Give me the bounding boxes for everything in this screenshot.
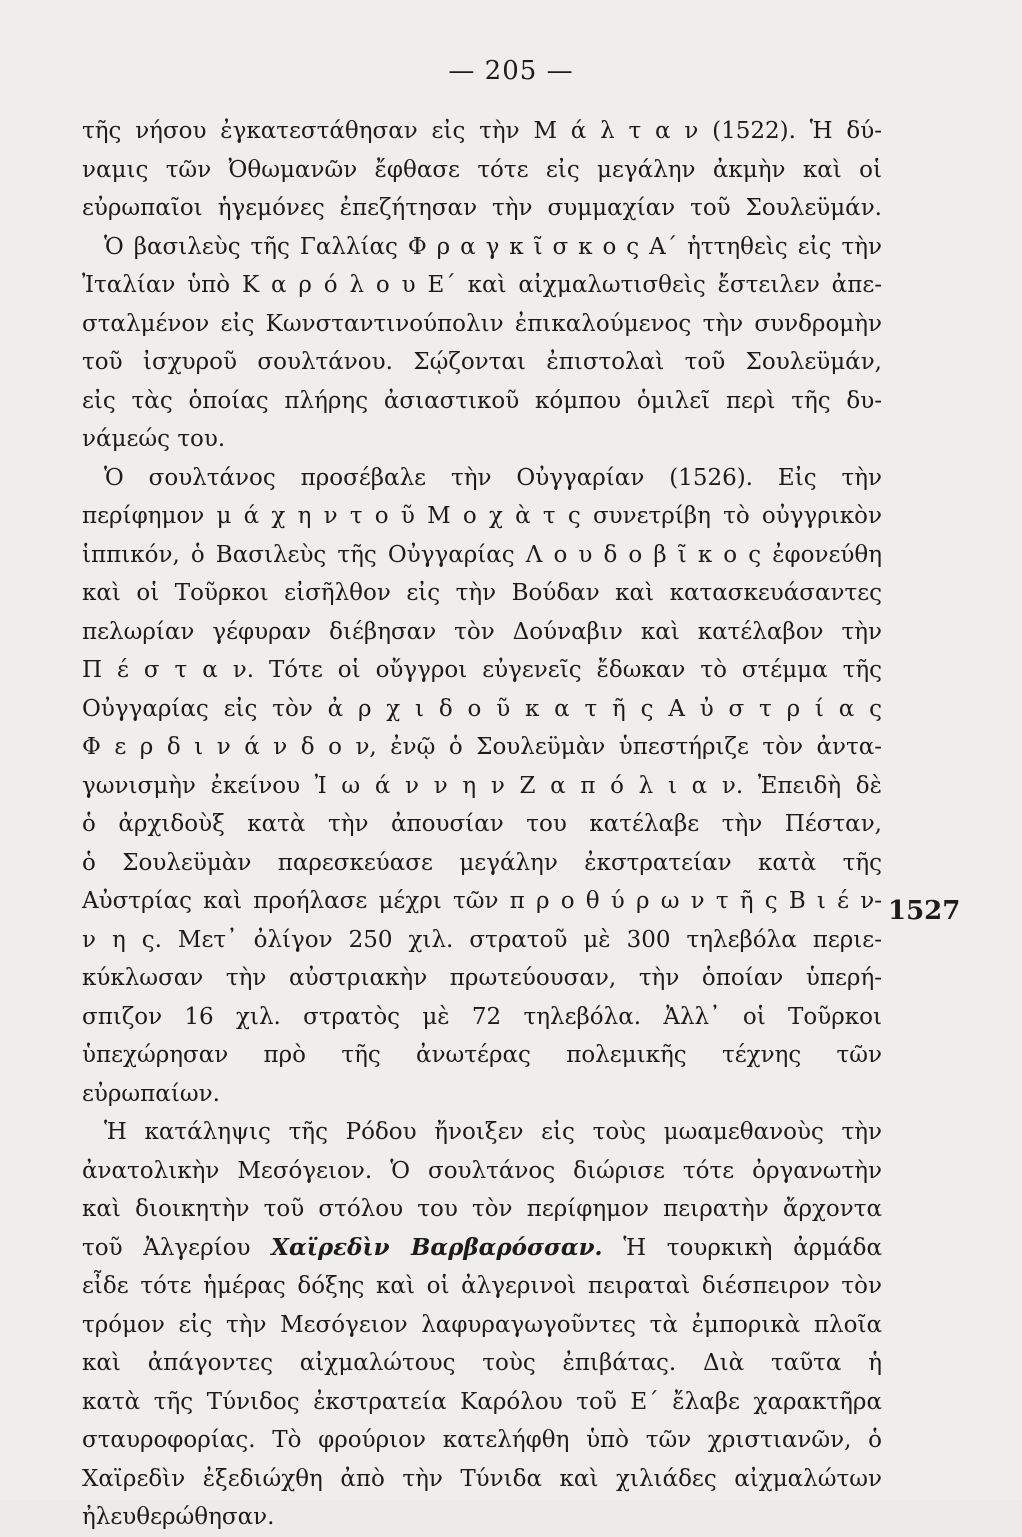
text-line: κατὰ τῆς Τύνιδος ἐκστρατεία Καρόλου τοῦ Ε΄ ἔλαβε χαρακτῆρα [82, 1388, 882, 1415]
text-line: γωνισμὴν ἐκείνου Ἰ ω ά ν ν η ν Ζ α π ό λ ι α ν. Ἐπειδὴ δὲ [82, 772, 882, 799]
text-line: ἱππικόν, ὁ Βασιλεὺς τῆς Οὐγγαρίας Λ ο υ δ ο β ῖ κ ο ς ἐφονεύθη [82, 541, 882, 568]
text-line: εἶδε τότε ἡμέρας δόξης καὶ οἱ ἀλγερινοὶ πειραταὶ διέσπειρον τὸν [82, 1273, 882, 1299]
text-line: Χαϊρεδὶν ἐξεδιώχθη ἀπὸ τὴν Τύνιδα καὶ χιλιάδες αἰχμαλώτων [82, 1465, 882, 1492]
text-line: νάμεώς του. [82, 426, 226, 452]
text-line: σπιζον 16 χιλ. στρατὸς μὲ 72 τηλεβόλα. Ἀλλ᾽ οἱ Τοῦρκοι [82, 1003, 882, 1030]
margin-date: 1527 [888, 896, 961, 926]
text-line: Φ ε ρ δ ι ν ά ν δ ο ν, ἐνῷ ὁ Σουλεϋμὰν ὑπεστήριζε τὸν ἀντα- [82, 734, 882, 760]
text-line: καὶ οἱ Τοῦρκοι εἰσῆλθον εἰς τὴν Βούδαν καὶ κατασκευάσαντες [82, 580, 882, 606]
text-line: εὐρωπαίων. [82, 1080, 220, 1107]
text-line: καὶ διοικητὴν τοῦ στόλου του τὸν περίφημον πειρατὴν ἄρχοντα [82, 1196, 882, 1222]
text-line: τρόμον εἰς τὴν Μεσόγειον λαφυραγωγοῦντες τὰ ἐμπορικὰ πλοῖα [82, 1311, 882, 1338]
text-line: ὁ Σουλεϋμὰν παρεσκεύασε μεγάλην ἐκστρατείαν κατὰ τῆς [82, 849, 882, 876]
text-line: καὶ ἀπάγοντες αἰχμαλώτους τοὺς ἐπιβάτας. Διὰ ταῦτα ἡ [82, 1350, 882, 1376]
text-line: εἰς τὰς ὁποίας πλήρης ἀσιαστικοῦ κόμπου ὁμιλεῖ περὶ τῆς δυ- [82, 387, 882, 414]
text-line: τῆς νήσου ἐγκατεστάθησαν εἰς τὴν Μ ά λ τ α ν (1522). Ἡ δύ- [82, 118, 882, 144]
text-line: ἠλευθερώθησαν. [82, 1504, 275, 1530]
body-text [82, 112, 882, 1537]
text-line: Π έ σ τ α ν. Τότε οἱ οὔγγροι εὐγενεῖς ἔδωκαν τὸ στέμμα τῆς [82, 657, 882, 683]
text-line: Οὐγγαρίας εἰς τὸν ἀ ρ χ ι δ ο ῦ κ α τ ῆ ς Α ὐ σ τ ρ ί α ς [82, 695, 882, 722]
text-line: Ὁ βασιλεὺς τῆς Γαλλίας Φ ρ α γ κ ῖ σ κ ο ς Α΄ ἡττηθεὶς εἰς τὴν [104, 233, 882, 260]
text-line: κύκλωσαν τὴν αὐστριακὴν πρωτεύουσαν, τὴν ὁποίαν ὑπερή- [82, 965, 882, 991]
text-line: τοῦ ἰσχυροῦ σουλτάνου. Σῴζονται ἐπιστολαὶ τοῦ Σουλεϋμάν, [82, 349, 882, 375]
text-line: σταυροφορίας. Τὸ φρούριον κατελήφθη ὑπὸ τῶν χριστιανῶν, ὁ [82, 1427, 882, 1453]
text-line: πελωρίαν γέφυραν διέβησαν τὸν Δούναβιν καὶ κατέλαβον τὴν [82, 618, 882, 645]
text-line: ναμις τῶν Ὀθωμανῶν ἔφθασε τότε εἰς μεγάλην ἀκμὴν καὶ οἱ [82, 156, 882, 183]
text-line-start: τοῦ Ἀλγερίου [82, 1234, 251, 1261]
text-line: ἀνατολικὴν Μεσόγειον. Ὁ σουλτάνος διώρισε τότε ὀργανωτὴν [82, 1157, 882, 1184]
text-line: σταλμένον εἰς Κωνσταντινούπολιν ἐπικαλούμενος τὴν συνδρομὴν [82, 310, 882, 337]
text-line: Αὐστρίας καὶ προήλασε μέχρι τῶν π ρ ο θ ύ ρ ω ν τ ῆ ς Β ι έ ν- [82, 888, 882, 914]
text-line: ὁ ἀρχιδοὺξ κατὰ τὴν ἀπουσίαν του κατέλαβε τὴν Πέσταν, [82, 811, 882, 837]
text-line: ν η ς. Μετ᾽ ὀλίγον 250 χιλ. στρατοῦ μὲ 300 τηλεβόλα περιε- [82, 926, 882, 953]
text-line: Ἡ κατάληψις τῆς Ρόδου ἤνοιξεν εἰς τοὺς μωαμεθανοὺς τὴν [104, 1119, 882, 1145]
text-line: Ὁ σουλτάνος προσέβαλε τὴν Οὐγγαρίαν (1526). Εἰς τὴν [104, 464, 882, 491]
page-number: — 205 — [448, 56, 574, 86]
text-line: εὐρωπαῖοι ἡγεμόνες ἐπεζήτησαν τὴν συμμαχίαν τοῦ Σουλεϋμάν. [82, 195, 882, 221]
text-line [82, 1229, 882, 1268]
text-line: περίφημον μ ά χ η ν τ ο ῦ Μ ο χ ὰ τ ς συνετρίβη τὸ οὐγγρικὸν [82, 503, 882, 529]
text-line: Ἰταλίαν ὑπὸ Κ α ρ ό λ ο υ Ε΄ καὶ αἰχμαλωτισθεὶς ἔστειλεν ἀπε- [82, 272, 882, 298]
bold-name: Χαϊρεδὶν Βαρβαρόσσαν. [271, 1233, 603, 1261]
text-line: ὑπεχώρησαν πρὸ τῆς ἀνωτέρας πολεμικῆς τέχνης τῶν [82, 1042, 882, 1068]
text-line-end: Ἡ τουρκικὴ ἀρμάδα [623, 1234, 883, 1261]
